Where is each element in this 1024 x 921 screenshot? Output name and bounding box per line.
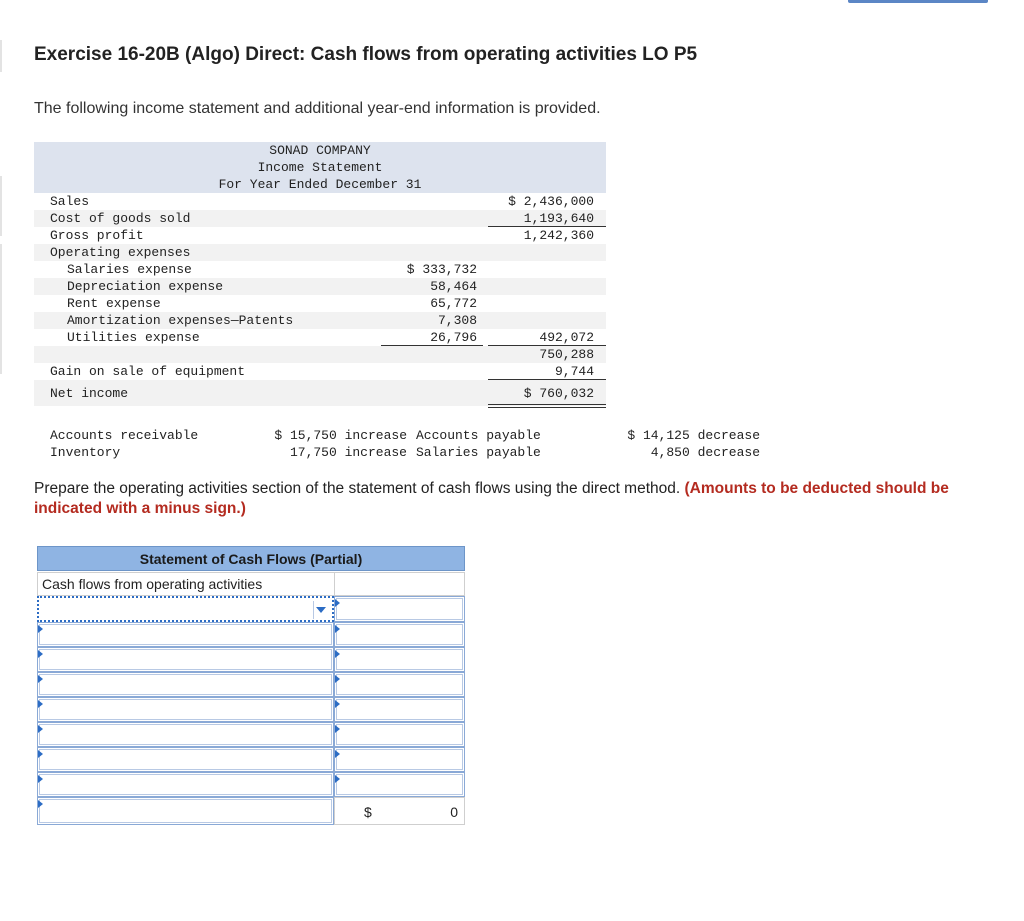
change-value: $ 14,125 decrease (627, 428, 760, 443)
table-row (34, 227, 606, 244)
table-row (34, 329, 606, 346)
underline (381, 345, 483, 346)
input-inner (336, 624, 463, 645)
input-inner (336, 699, 463, 720)
input-inner (336, 674, 463, 695)
underline (488, 379, 606, 380)
line-item-select[interactable] (37, 722, 334, 747)
underline (488, 226, 606, 227)
form-title: Statement of Cash Flows (Partial) (37, 546, 465, 571)
row-marker-icon (335, 650, 340, 658)
table-row (34, 380, 606, 406)
underline (488, 345, 606, 346)
amount-input[interactable] (334, 722, 465, 747)
left-margin-line (0, 40, 2, 72)
row-marker-icon (335, 625, 340, 633)
row-label: Amortization expenses—Patents (67, 313, 294, 328)
total-label-select[interactable] (37, 797, 334, 825)
change-value: 17,750 increase (289, 445, 407, 460)
column-divider (334, 573, 335, 595)
table-row (34, 244, 606, 261)
intro-text: The following income statement and additional year-end information is provided. (34, 100, 601, 117)
line-item-select[interactable] (37, 647, 334, 672)
row-label: Sales (50, 194, 90, 209)
input-inner (336, 749, 463, 770)
row-amount: 1,242,360 (523, 228, 594, 243)
row-amount: 26,796 (430, 330, 477, 345)
input-inner (39, 724, 332, 745)
total-currency: $ (364, 804, 372, 820)
company-name: SONAD COMPANY (269, 143, 371, 158)
row-marker-icon (38, 625, 43, 633)
input-inner (336, 598, 463, 620)
amount-input[interactable] (334, 697, 465, 722)
row-label: Salaries expense (67, 262, 192, 277)
row-marker-icon (38, 700, 43, 708)
row-marker-icon (335, 700, 340, 708)
change-value: $ 15,750 increase (274, 428, 407, 443)
form-subheader (37, 572, 465, 596)
table-row (34, 210, 606, 227)
row-marker-icon (335, 725, 340, 733)
input-inner (39, 799, 332, 823)
table-row (34, 261, 606, 278)
total-amount (334, 797, 465, 825)
input-inner (336, 774, 463, 795)
row-marker-icon (335, 775, 340, 783)
row-amount: 65,772 (430, 296, 477, 311)
row-amount: $ 760,032 (523, 386, 594, 401)
row-amount: 7,308 (437, 313, 477, 328)
subheader-label: Cash flows from operating activities (42, 576, 263, 592)
row-label: Gain on sale of equipment (50, 364, 246, 379)
row-label: Rent expense (67, 296, 161, 311)
row-marker-icon (335, 599, 340, 607)
line-item-select[interactable] (37, 622, 334, 647)
instructions (34, 479, 984, 519)
change-value: 4,850 decrease (650, 445, 760, 460)
instructions-note: (Amounts to be deducted should be indicated with a minus sign.) (34, 480, 949, 517)
chevron-down-icon[interactable] (316, 607, 326, 613)
double-underline (488, 404, 606, 405)
change-label: Accounts payable (416, 428, 541, 443)
input-inner (39, 749, 332, 770)
row-amount: 58,464 (430, 279, 477, 294)
line-item-select[interactable] (37, 697, 334, 722)
change-label: Salaries payable (416, 445, 541, 460)
amount-input[interactable] (334, 647, 465, 672)
table-row (34, 363, 606, 380)
input-inner (39, 699, 332, 720)
row-amount: $ 2,436,000 (508, 194, 594, 209)
statement-period: For Year Ended December 31 (218, 177, 422, 192)
amount-input[interactable] (334, 772, 465, 797)
dropdown-divider (313, 601, 314, 619)
row-marker-icon (38, 800, 43, 808)
line-item-select[interactable] (37, 672, 334, 697)
row-marker-icon (335, 675, 340, 683)
input-inner (39, 649, 332, 670)
row-label: Operating expenses (50, 245, 191, 260)
line-item-select[interactable] (37, 772, 334, 797)
input-inner (39, 774, 332, 795)
row-marker-icon (38, 675, 43, 683)
row-marker-icon (38, 650, 43, 658)
row-label: Gross profit (50, 228, 144, 243)
line-item-select[interactable] (37, 747, 334, 772)
exercise-title: Exercise 16-20B (Algo) Direct: Cash flows from operating activities LO P5 (34, 44, 698, 65)
table-row (34, 278, 606, 295)
table-row (34, 346, 606, 363)
income-statement-header (34, 142, 606, 193)
input-inner (336, 724, 463, 745)
row-marker-icon (335, 750, 340, 758)
left-margin-line (0, 176, 2, 236)
input-inner (336, 649, 463, 670)
top-accent-bar (848, 0, 988, 3)
row-total: 492,072 (539, 330, 594, 345)
row-amount: $ 333,732 (406, 262, 477, 277)
amount-input[interactable] (334, 622, 465, 647)
row-marker-icon (38, 725, 43, 733)
row-amount: 1,193,640 (523, 211, 594, 226)
change-label: Accounts receivable (50, 428, 199, 443)
change-label: Inventory (50, 445, 121, 460)
double-underline (488, 407, 606, 408)
row-label: Net income (50, 386, 129, 401)
row-amount: 9,744 (554, 364, 594, 379)
row-label: Utilities expense (67, 330, 200, 345)
table-row (34, 312, 606, 329)
amount-input[interactable] (334, 596, 465, 622)
row-total: 750,288 (539, 347, 594, 362)
row-marker-icon (38, 775, 43, 783)
amount-input[interactable] (334, 747, 465, 772)
total-value: 0 (450, 804, 458, 820)
row-marker-icon (38, 750, 43, 758)
row-label: Cost of goods sold (50, 211, 191, 226)
instructions-text: Prepare the operating activities section of the statement of cash flows using the direct method. (34, 480, 681, 497)
input-inner (39, 624, 332, 645)
input-inner (39, 674, 332, 695)
table-row (34, 295, 606, 312)
left-margin-line (0, 244, 2, 374)
row-label: Depreciation expense (67, 279, 224, 294)
statement-name: Income Statement (257, 160, 383, 175)
table-row (34, 193, 606, 210)
line-item-select[interactable] (37, 596, 334, 622)
amount-input[interactable] (334, 672, 465, 697)
